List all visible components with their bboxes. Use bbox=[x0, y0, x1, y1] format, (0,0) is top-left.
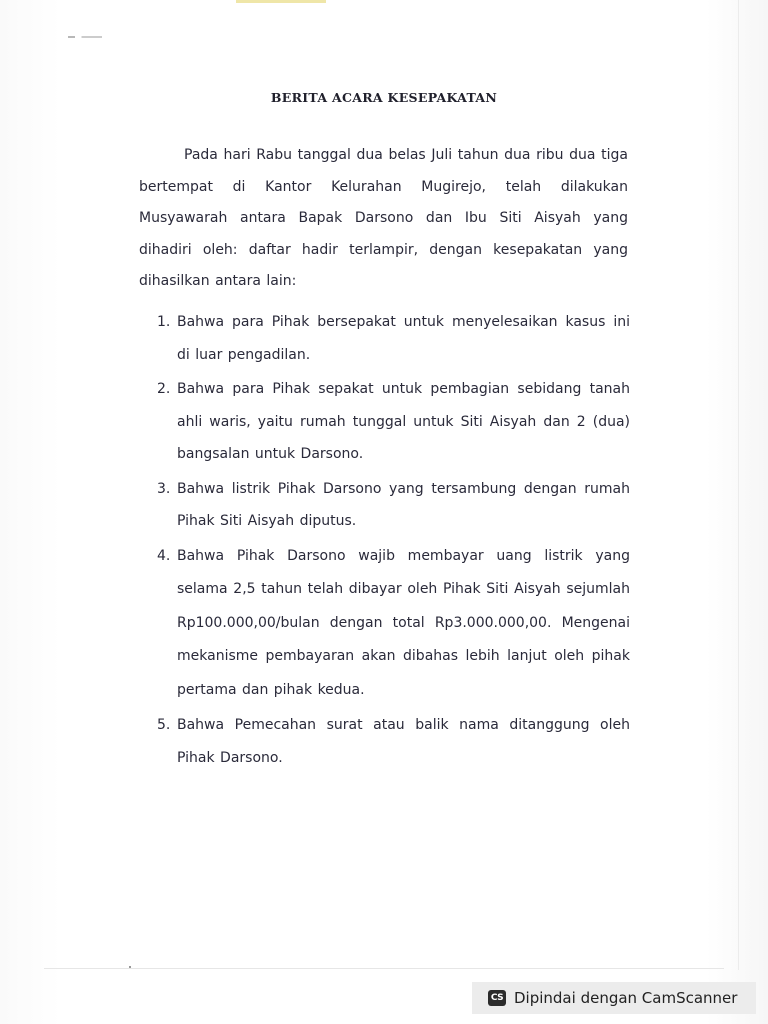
list-item-text: Bahwa Pemecahan surat atau balik nama ditanggung oleh Pihak Darsono. bbox=[177, 717, 630, 766]
opening-paragraph: Pada hari Rabu tanggal dua belas Juli tahun dua ribu dua tiga bertempat di Kantor Kelurahan Mugirejo, telah dilakukan Musyawarah antara Bapak Darsono dan Ibu Siti Aisyah yang dihadiri oleh: daftar hadir terlampir, dengan kesepakatan yang dihasilkan antara lain: bbox=[139, 147, 628, 289]
list-item-number: 5. bbox=[157, 717, 171, 733]
scan-corner-mark bbox=[68, 36, 102, 38]
scan-dot-mark bbox=[129, 966, 131, 968]
list-item-text: Bahwa para Pihak bersepakat untuk menyelesaikan kasus ini di luar pengadilan. bbox=[177, 314, 630, 363]
list-item bbox=[150, 306, 630, 371]
list-item-number: 1. bbox=[157, 314, 171, 330]
list-item bbox=[150, 709, 630, 774]
page-edge-right bbox=[738, 0, 739, 970]
list-item-text: Bahwa listrik Pihak Darsono yang tersambung dengan rumah Pihak Siti Aisyah diputus. bbox=[177, 480, 630, 529]
page-edge-bottom bbox=[44, 968, 724, 969]
list-item bbox=[150, 540, 630, 708]
camscanner-watermark bbox=[472, 982, 756, 1014]
list-item-text: Bahwa Pihak Darsono wajib membayar uang listrik yang selama 2,5 tahun telah dibayar oleh Pihak Siti Aisyah sejumlah Rp100.000,00/bulan dengan total Rp3.000.000,00. Mengenai mekanisme pembayaran akan dibahas lebih lanjut oleh pihak pertama dan pihak kedua. bbox=[177, 547, 630, 698]
scan-edge-mark bbox=[236, 0, 326, 3]
list-item-number: 2. bbox=[157, 381, 171, 397]
agreement-list bbox=[150, 306, 630, 774]
list-item bbox=[150, 473, 630, 538]
list-item-number: 3. bbox=[157, 480, 171, 497]
document-title: BERITA ACARA KESEPAKATAN bbox=[270, 90, 498, 105]
list-item bbox=[150, 373, 630, 471]
watermark-text: Dipindai dengan CamScanner bbox=[514, 989, 738, 1007]
list-item-number: 4. bbox=[157, 547, 171, 564]
list-item-text: Bahwa para Pihak sepakat untuk pembagian sebidang tanah ahli waris, yaitu rumah tunggal untuk Siti Aisyah dan 2 (dua) bangsalan untuk Darsono. bbox=[177, 381, 630, 462]
camscanner-logo-icon: CS bbox=[488, 990, 506, 1006]
